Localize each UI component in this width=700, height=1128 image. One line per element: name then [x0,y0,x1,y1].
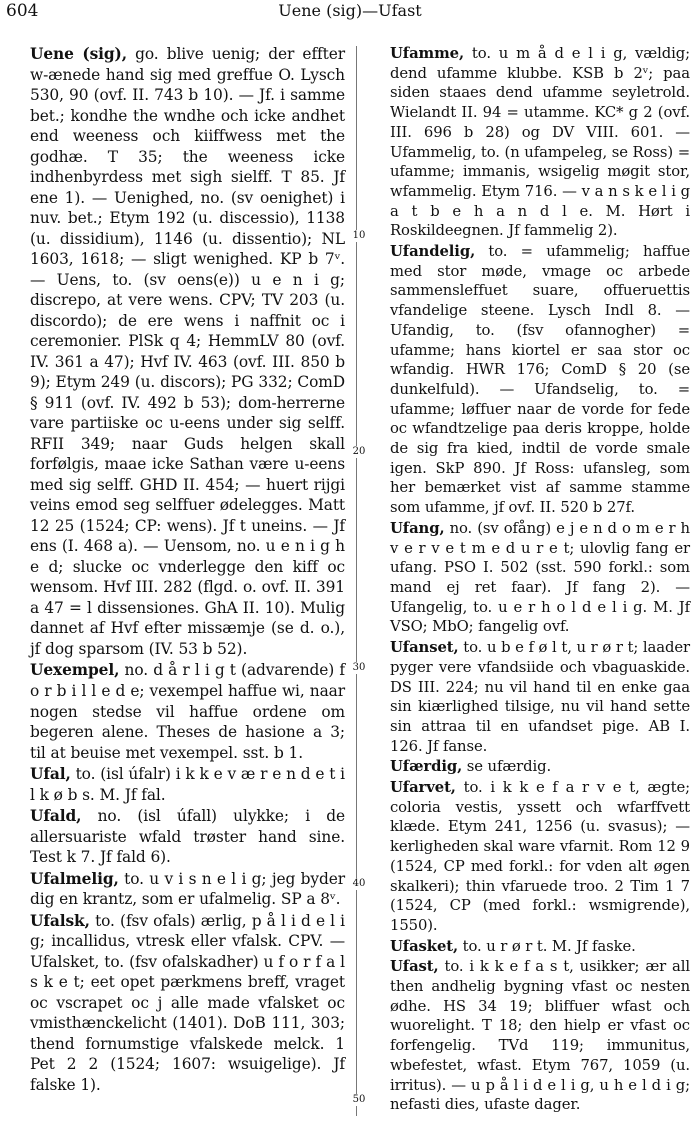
entry-text: to. u v i s n e l i g; jeg byder dig en krantz, som er ufalmelig. SP a 8ᵛ. [30,869,345,909]
entry-text: go. blive uenig; der effter w-ænede hand sig med greffue O. Lysch 530, 90 (ovf. II. 743 b 10). — Jf. i samme bet.; kondhe the wndhe och icke andhet end weeness och kiiffwess met the godhæ. T 35; the weeness icke indhenbyrdess met sigh sielff. T 85. Jf ene 1). — Uenighed, no. (sv oenighet) i nuv. bet.; Etym 192 (u. discessio), 1138 (u. dissidium), 1146 (u. dissentio); NL 1603, 1618; — sligt wenighed. KP b 7ᵛ. — Uens, to. (sv oens(e)) u e n i g; discrepo, at vere wens. CPV; TV 203 (u. discordo); de ere wens i naffnit oc i ceremonier. PlSk q 4; HemmLV 80 (ovf. IV. 361 a 47); Hvf IV. 463 (ovf. III. 850 b 9); Etym 249 (u. discors); PG 332; ComD § 911 (ovf. IV. 492 b 53); dom-herrerne vare partiiske oc u-eens under sig selff. RFII 349; naar Guds helgen skall forfølgis, maae icke Sathan være u-eens med sig selff. GHD II. 454; — huert rijgi veins emod seg selffuer ødelegges. Matt 12 25 (1524; CP: wens). Jf t uneins. — Jf ens (I. 468 a). — Uensom, no. u e n i g h e d; slucke oc vnderlegge den kiff oc wensom. Hvf III. 282 (flgd. o. ovf. II. 391 a 47 = l dissensiones. GhA II. 10). Mulig dannet af Hvf efter missæmje (se d. o.), jf dog sparsom (IV. 53 b 52). [30,45,345,658]
entry-text: to. (fsv ofals) ærlig, p å l i d e l i g; incallidus, vtresk eller vfalsk. CPV. — Ufalsket, to. (fsv ofalskadher) u f o r f a l s k e t; eet opet pærkmens breff, vraget oc vscrapet oc j alle made vfalsket oc vmisthænckelicht (1401). DoB 111, 303; thend fornumstige vfalskede melck. 1 Pet 2 2 (1524; 1607: wsuigelige). Jf falske 1). [30,911,345,1094]
entry-text: se ufærdig. [466,758,552,776]
page-number: 604 [6,1,39,21]
dictionary-entry [368,519,690,637]
entry-headword: Ufamme, [390,45,465,62]
dictionary-entry [8,764,345,805]
dictionary-entry [368,44,690,241]
entry-headword: Ufærdig, [390,758,463,776]
entry-text: to. u b e f ø l t, u r ø r t; laader pyger vere vfandsiide och vbaguaskide. DS III. 224; nu vil hand til en enke gaa sin kiærlighed tilsige, nu vil hand sette sin attraa til en ufandset pige. AB I. 126. Jf fanse. [390,639,690,755]
dictionary-entry [368,757,690,777]
line-number-40: 40 [352,878,366,889]
entry-text: to. i k k e f a r v e t, ægte; coloria vestis, yssett och wfarffvett klæde. Etym 241, 1256 (u. svasus); — kerligheden skal ware vfarnit. Rom 12 9 (1524, CP med forkl.: for vden alt øgen skalkeri); thin vfaruede troo. 2 Tim 1 7 (1524, CP (med forkl.: wsmigrende), 1550). [390,779,690,934]
dictionary-entry [368,937,690,957]
dictionary-entry [8,869,345,910]
entry-headword: Ufasket, [390,937,459,955]
entry-headword: Ufal, [30,765,71,784]
right-column [368,44,690,1116]
column-divider [356,46,357,1116]
entry-text: no. (sv ofång) e j e n d o m e r h v e r v e t m e d u r e t; ulovlig fang er ufang. PSO I. 502 (sst. 590 forkl.: som mand ej ret faar). Jf fang 2). — Ufangelig, to. u e r h o l d e l i g. M. Jf VSO; MbO; fangelig ovf. [390,519,690,636]
dictionary-entry [368,957,690,1115]
dictionary-entry [8,44,345,659]
entry-text: no. d å r l i g t (advarende) f o r b i l l e d e; vexempel haffue wi, naar nogen stedse vil haffue ordene om begeren alene. Theses de hasione a 3; til at beuise met vexempel. sst. b 1. [30,661,345,762]
line-number-50: 50 [352,1094,366,1105]
entry-text: to. (isl úfalr) i k k e v æ r e n d e t i l k ø b s. M. Jf fal. [30,765,345,804]
entry-text: to. = ufammelig; haffue med stor møde, vmage oc arbede sammensleffuet suare, offueruettis vfandelige steene. Lysch Indl 8. — Ufandig, to. (fsv ofannogher) = ufamme; hans kiortel er saa stor oc wfandig. HWR 176; ComD § 20 (se dunkelfuld). — Ufandselig, to. = ufamme; løffuer naar de vorde for fede oc wfandtzelige paa deris kroppe, holde de sig fra kied, indtil de vorde smale igen. SkP 890. Jf Ross: ufansleg, som her bemærket vist af samme stamme som ufamme, jf ovf. II. 520 b 27f. [390,243,691,517]
entry-headword: Ufarvet, [390,779,456,797]
entry-headword: Ufandelig, [390,243,476,261]
dictionary-entry [368,638,690,756]
dictionary-entry [368,778,690,936]
entry-headword: Ufanset, [390,639,459,657]
line-number-30: 30 [352,662,366,673]
entry-text: to. i k k e f a s t, usikker; ær all then andhelig bygning vfast oc nesten ødhe. HS 34 19; bliffuer wfast och wuorelight. T 18; den hielp er vfast oc forfengelig. TVd 119; immunitus, wbefestet, wfast. Etym 767, 1059 (u. irritus). — u p å l i d e l i g, u h e l d i g; nefasti dies, ufaste dager. [390,958,690,1114]
page-header [0,0,700,34]
entry-headword: Ufast, [390,958,439,976]
dictionary-entry [8,806,345,868]
entry-headword: Ufang, [390,519,445,537]
entry-text: to. u r ø r t. M. Jf faske. [462,937,636,955]
entry-headword: Ufald, [30,807,82,826]
line-number-20: 20 [352,446,366,457]
entry-headword: Ufalsk, [30,911,90,930]
entry-text: no. (isl úfall) ulykke; i de allersuariste wfald trøster hand sine. Test k 7. Jf fald 6). [30,807,345,867]
running-head: Uene (sig)—Ufast [278,1,422,20]
entry-headword: Ufalmelig, [30,869,119,888]
left-column [8,44,345,1096]
line-number-10: 10 [352,230,366,241]
dictionary-entry [368,242,690,518]
entry-headword: Uexempel, [30,661,120,680]
dictionary-entry [8,911,345,1096]
entry-headword: Uene (sig), [30,45,127,63]
entry-text: to. u m å d e l i g, vældig; dend ufamme klubbe. KSB b 2ᵛ; paa siden staaes dend ufamme seyletrold. Wielandt II. 94 = utamme. KC* g 2 (ovf. III. 696 b 28) og DV VIII. 601. — Ufammelig, to. (n ufampeleg, se Ross) = ufamme; immanis, wsigelig møgit stor, wfammelig. Etym 716. — v a n s k e l i g a t b e h a n d l e. M. Hørt i Roskildeegnen. Jf fammelig 2). [390,45,690,240]
dictionary-entry [8,660,345,763]
